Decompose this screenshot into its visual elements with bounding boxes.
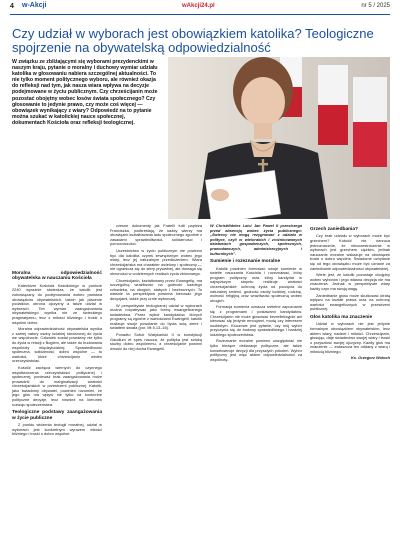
column-3 [210,224,302,364]
paragraph: Wiele jest, że katolik pozostaje obojętny wobec wyborów i jego własna decyzja nie ma znaczenia. Jednak w perspektywie wiary każdy czyn ma swoją wagę. [310,272,390,291]
paragraph: Rozeznanie moralne powinno uwzględniać nie tylko bieżące deklaracje polityczne, ale także konsekwencje decyzji dla przyszłych pokoleń. Wybór polityczny jest więc aktem odpowiedzialności za wspólnotę. [210,338,302,362]
issue-number: nr 5 / 2025 [361,3,390,9]
section-heading: Głos katolika ma znaczenie [310,314,373,320]
column-4 [310,224,390,363]
photo-illustration [168,57,390,219]
section-heading: Moralna odpowiedzialność obywatelska w nauczaniu Kościoła [12,271,102,282]
paragraph: Udział w wyborach nie jest jedynie formalnym obowiązkiem obywatelskim, lecz aktem wiary, nadziei i miłości. Chrześcijanin, głosując, daje świadectwo swojej wiary i troski o przyszłość swojej ojczyzny. Każdy głos ma znaczenie — zwłaszcza ten oddany z wiarą i miłością bliźniego. [310,321,390,354]
article-photo [168,57,390,219]
paragraph: Ponadto Sobór Watykański II w konstytucji Gaudium et spes naucza, że polityka jest sztuką służby dobru wspólnemu, a chrześcijanie powinni wnosić do niej ducha Ewangelii. [110,332,202,351]
paragraph: W perspektywie teologicznej udział w wyborach można rozpatrywać jako formę ewangelicznego świadectwa. Przez wybór kandydatów, których programy są zgodne z wartościami Ewangelii, katolik realizuje swoje powołanie do bycia solą ziemi i światłem świata (por. Mt 5,13–16). [110,302,202,331]
header-rule [10,14,390,15]
paragraph: Katolik powinien formować swoje sumienie w świetle nauczania Kościoła i rozeznawać, który program polityczny oraz który kandydat w najwyższym stopniu realizuje wartości chrześcijańskie: ochronę życia od poczęcia do naturalnej śmierci, godność osoby ludzkiej, rodzinę, wolność religijną oraz wrażliwość społeczną wobec ubogich. [210,265,302,303]
site-url[interactable]: wAkcji24.pl [182,3,215,9]
paragraph: Zaniedbanie głosu może skutkować utratą wpływu na kształt prawa oraz na ochronę wartości ewangelicznych w przestrzeni publicznej. [310,292,390,312]
column-1 [12,268,102,439]
article-lead: W związku ze zbliżającymi się wyborami prezydenckimi w naszym kraju, pytanie o moralny i duchowy wymiar udziału katolika w głosowaniu nabiera szczególnej aktualności. To nie tylko moment politycznego wyboru, ale również okazja do refleksji nad tym, jak nasza wiara wpływa na decyzje podejmowane w życiu publicznym. Czy chrześcijanin może pozostać obojętny wobec losów świata społecznego? Czy głosowanie to jedynie prawo, czy może coś więcej — obowiązek wynikający z wiary? Odpowiedź na to pytanie można szukać w katolickiej nauce społecznej, dokumentach Kościoła oraz refleksji teologicznej. [12,59,158,126]
paragraph: Chrześcijanin, kształtowany przez Ewangelię, ma szczególną wrażliwość na godność każdego człowieka, na ubogich, słabych i bezbronnych. To właśnie ta perspektywa powinna kierować jego decyzjami, także przy urnie wyborczej. [110,277,202,301]
author-signature: Ks. Grzegorz Wołoch [350,355,390,361]
paragraph: Katechizm Kościoła Katolickiego w punkcie 2240 wyraźnie stwierdza, że katolik jest zobowiązany do podejmowania wobec państwa obowiązków obywatelskich, takich jak płacenie podatków, obrona ojczyzny a także udział w wyborach. Ten wymiar zaangażowania obywatelskiego wynika nie ze świeckiego pragmatyzmu, lecz z miłości bliźniego i troski o wspólne dobro. [12,282,102,325]
page-header [0,0,400,14]
paragraph: Kościół zachęca wiernych do czynnego współtworzenia rzeczywistości politycznej i społecznej, ponieważ brak zaangażowania może prowadzić do marginalizacji wartości chrześcijańskich w przestrzeni publicznej. Katolik, jako świadomy obywatel, powinien rozumieć, że jego głos ma wpływ nie tylko na konkretne polityczne decyzje, lecz również na kierunek rozwoju społeczeństwa. [12,364,102,407]
section-heading: Teologiczne podstawy zaangażowania w życie publiczne [12,410,102,421]
paragraph: Z punktu widzenia teologii moralnej, udział w wyborach jest konkretnym wyrazem miłości bliźniego i troski o dobro wspólne. [12,422,102,437]
paragraph: Formacja sumienia oznacza rzetelne zapoznanie się z programami i postawami kandydatów. Chrześcijanin nie może głosować bezrefleksyjnie ani kierować się jedynie emocjami, modą czy interesem osobistym. Kluczowe jest pytanie, czy mój wybór przyczynia się do budowy sprawiedliwego i bardziej ludzkiego społeczeństwa. [210,304,302,337]
paragraph: czesne dokumenty jak Fratelli tutti papieża Franciszka, podkreślają, że każdy wierzy ma obowiązek kształtowania ładu społecznego zgodnie z zasadami sprawiedliwości, solidarności i pomocniczości. [110,223,202,247]
paragraph: Moralna odpowiedzialność obywatelska wynika z samej natury osoby ludzkiej stworzonej do życia we wspólnocie. Człowiek został powołany nie tylko do życia w relacji z Bogiem, ale także do budowania wspólnoty międzyludzkiej. Sprawiedliwość społeczna, solidarność, dobro wspólne — to wartości, które chrześcijanin winien urzeczywistniać. [12,326,102,364]
section-heading: Grzech zaniedbania? [310,227,358,232]
column-2 [110,224,202,353]
section-heading: Sumienie i rozeznanie moralne [210,259,281,265]
paragraph: Czy brak udziału w wyborach może być grzechem? Kościół nie narzuca jednoznacznie, że nieuczestniczenie w wyborach jest grzechem ciężkim, jednak nauczanie moralne wskazuje na obowiązek troski o dobro wspólne. Świadome uchylanie się od tego obowiązku może być uznane za zaniedbanie odpowiedzialności obywatelskiej. [310,233,390,271]
paragraph: Uczestnictwo w życiu publicznym nie powinno być dla katolika czymś zewnętrznym wobec jego wiary, lecz jej naturalnym przedłużeniem. Wiara chrześcijańska ma charakter wcielony i społeczny — nie ogranicza się do sfery prywatnej, ale domaga się obecności w codziennych realiach życia zbiorowego. [110,247,202,276]
publication-logo: w-Akcji [22,2,47,9]
page-number: 4 [10,3,14,10]
pull-quote: W Christifideles Laici Jan Paweł II przestrzega przed absencją wobec życia publicznego: „Świeccy nie mogą rezygnować z udziału w polityce, czyli w wielorakich i zróżnicowanych działaniach gospodarczych, społecznych, prawodawczych, administracyjnych i kulturalnych”. [210,223,302,256]
article-title: Czy udział w wyborach jest obowiązkiem katolika? Teologiczne spojrzenie na obywatelską odpowiedzialność [12,25,374,55]
